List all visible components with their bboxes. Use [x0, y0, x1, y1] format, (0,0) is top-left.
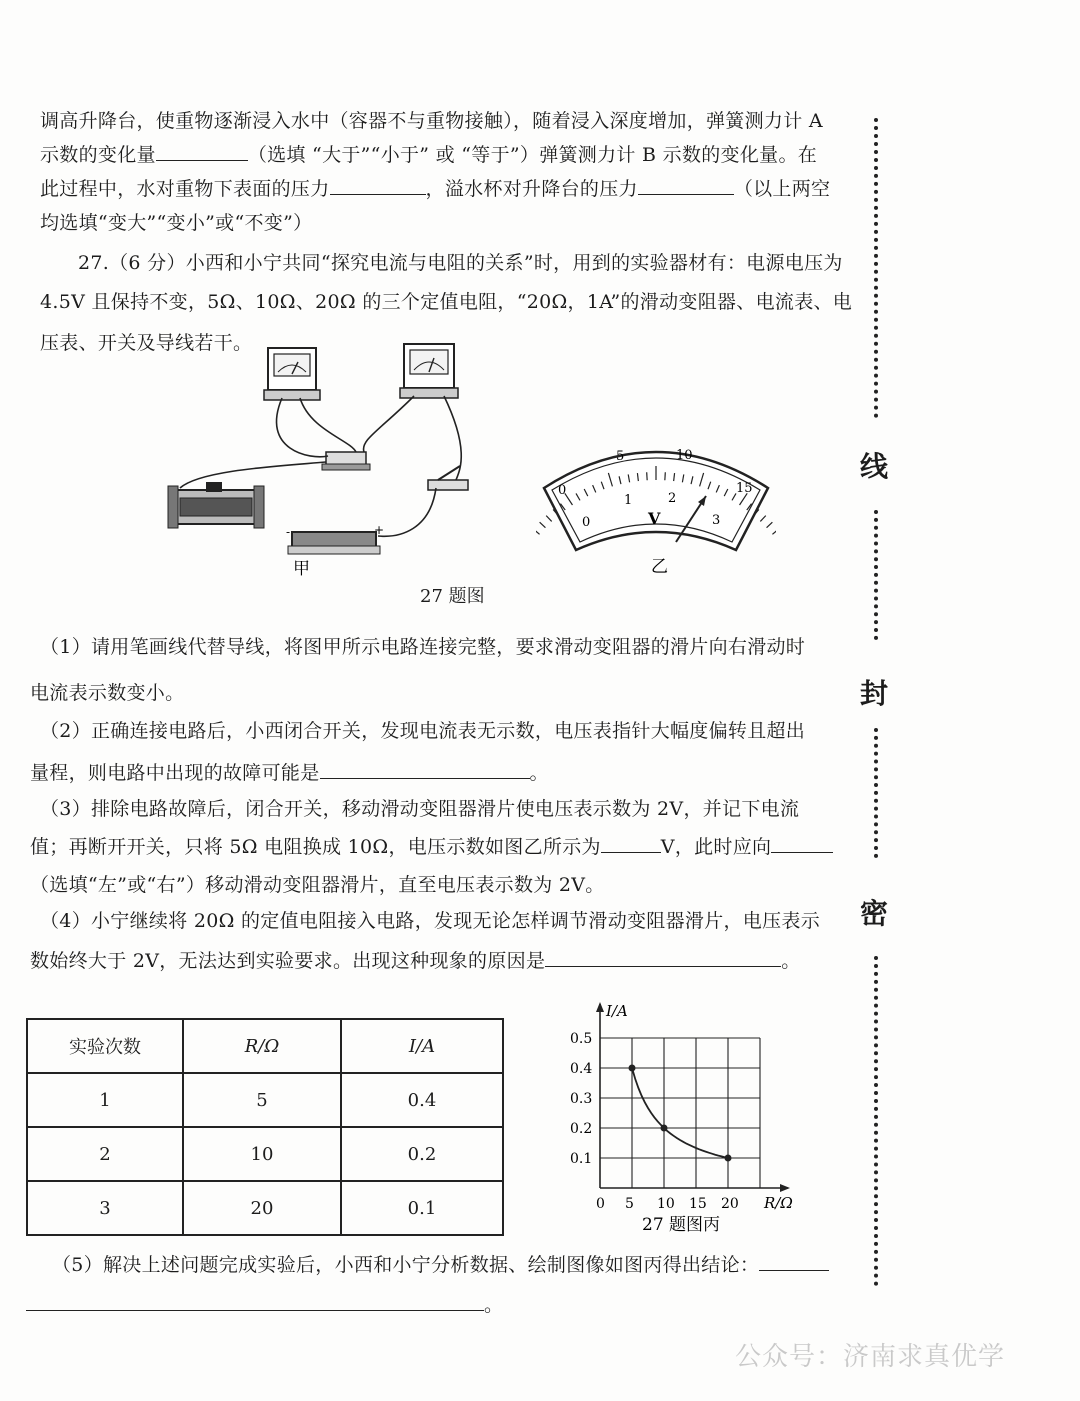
battery-icon	[288, 532, 380, 554]
table-cell: 0.1	[341, 1181, 503, 1235]
y-tick-label: 0.5	[570, 1031, 593, 1047]
answer-blank[interactable]	[601, 836, 661, 853]
part-1-line-2: 电流表示数变小。	[30, 682, 185, 704]
chart-ylabel: I/A	[606, 1002, 628, 1020]
dial-tick	[767, 522, 773, 527]
text-line-4: 均选填“变大”“变小”或“不变”）	[40, 212, 313, 234]
table-cell: 3	[27, 1181, 183, 1235]
part-5-line-1	[52, 1250, 829, 1277]
y-axis-arrow	[596, 1002, 604, 1012]
text-span: 量程，则电路中出现的故障可能是	[30, 762, 320, 784]
rheostat-icon	[168, 482, 264, 528]
ammeter-icon	[264, 348, 320, 400]
data-point	[629, 1065, 636, 1072]
part-3-line-3: （选填“左”或“右”）移动滑动变阻器滑片，直至电压表示数为 2V。	[30, 874, 605, 896]
table-row	[27, 1073, 503, 1127]
part-3-line-2	[30, 832, 833, 859]
outer-scale-10: 10	[676, 448, 693, 463]
y-tick-label: 0.2	[570, 1121, 593, 1137]
chart-axes	[596, 1002, 790, 1192]
inner-scale-0: 0	[582, 515, 591, 530]
table-cell: 0.2	[341, 1127, 503, 1181]
text-span: （以上两空	[733, 178, 831, 200]
answer-blank[interactable]	[759, 1254, 829, 1271]
text-span: 。	[781, 950, 801, 972]
outer-scale-0: 0	[558, 483, 567, 498]
text-span: （选填 “大于”“小于” 或 “等于”）弹簧测力计 B 示数的变化量。在	[247, 144, 818, 166]
y-tick-label: 0.3	[570, 1091, 593, 1107]
answer-blank[interactable]	[545, 950, 781, 967]
table-cell: 0.4	[341, 1073, 503, 1127]
table-header-row	[27, 1019, 503, 1073]
dial-tick	[540, 522, 546, 527]
part-2-line-2	[30, 758, 549, 785]
switch-icon	[428, 466, 468, 490]
chart-curve	[632, 1068, 728, 1158]
part-2-line-1: （2）正确连接电路后，小西闭合开关，发现电流表无示数，电压表指针大幅度偏转且超出	[40, 720, 806, 742]
text-span: V，此时应向	[660, 836, 772, 858]
question-27-line-2: 4.5V 且保持不变，5Ω、10Ω、20Ω 的三个定值电阻，“20Ω，1A”的滑动变阻器、电流表、电	[40, 291, 853, 313]
x-tick-label: 0	[596, 1196, 605, 1212]
voltmeter-icon	[400, 344, 458, 398]
binding-dots	[874, 956, 882, 1286]
answer-blank[interactable]	[638, 178, 734, 195]
text-span: 此过程中，水对重物下表面的压力	[40, 178, 330, 200]
x-axis-arrow	[780, 1184, 790, 1192]
table-cell: 20	[183, 1181, 341, 1235]
table-row	[27, 1127, 503, 1181]
dial-tick	[546, 516, 551, 522]
part-1-line-1: （1）请用笔画线代替导线，将图甲所示电路连接完整，要求滑动变阻器的滑片向右滑动时	[40, 636, 806, 658]
table-header-cell: I/A	[341, 1019, 503, 1073]
text-span: 数始终大于 2V，无法达到实验要求。出现这种现象的原因是	[30, 950, 546, 972]
table-cell: 5	[183, 1073, 341, 1127]
question-27-line-1: 27.（6 分）小西和小宁共同“探究电流与电阻的关系”时，用到的实验器材有：电源电压为	[78, 252, 843, 274]
binding-dots	[874, 728, 882, 858]
figure-yi-label: 乙	[651, 557, 668, 577]
table-cell: 1	[27, 1073, 183, 1127]
dial-tick	[760, 516, 765, 522]
table-cell: 2	[27, 1127, 183, 1181]
text-span: 示数的变化量	[40, 144, 156, 166]
chart-grid	[600, 1038, 760, 1188]
binding-dots	[874, 510, 882, 640]
inner-scale-2: 2	[668, 491, 677, 506]
dial-tick	[536, 525, 540, 534]
text-line-3	[40, 174, 830, 201]
x-tick-label: 15	[689, 1196, 707, 1212]
binding-mark-mi: 密	[860, 897, 889, 930]
table-header-cell: R/Ω	[183, 1019, 341, 1073]
binding-dots	[874, 118, 882, 418]
text-span: 。	[529, 762, 549, 784]
plus-label: +	[374, 523, 385, 537]
text-span: （5）解决上述问题完成实验后，小西和小宁分析数据、绘制图像如图丙得出结论：	[52, 1254, 760, 1276]
dial-tick	[772, 525, 776, 534]
resistor-icon	[322, 452, 370, 470]
outer-scale-15: 15	[736, 481, 753, 496]
meter-unit: V	[648, 509, 661, 528]
table-row	[27, 1181, 503, 1235]
x-tick-label: 20	[721, 1196, 739, 1212]
y-tick-label: 0.1	[570, 1151, 593, 1167]
data-point	[661, 1125, 668, 1132]
text-span: ，溢水杯对升降台的压力	[425, 178, 638, 200]
voltmeter-dial	[536, 432, 776, 582]
text-span: 。	[484, 1294, 504, 1316]
text-line-2	[40, 140, 817, 167]
part-5-line-2	[26, 1290, 503, 1317]
binding-mark-xian: 线	[860, 450, 889, 483]
answer-blank[interactable]	[320, 762, 530, 779]
chart-title: 27 题图丙	[642, 1215, 721, 1235]
outer-scale-5: 5	[616, 449, 625, 464]
text-line-1: 调高升降台，使重物逐渐浸入水中（容器不与重物接触），随着浸入深度增加，弹簧测力计 A	[40, 110, 823, 132]
watermark: 公众号：济南求真优学	[735, 1342, 1006, 1372]
chart-points	[629, 1065, 732, 1162]
y-tick-label: 0.4	[570, 1061, 593, 1077]
answer-blank[interactable]	[330, 178, 426, 195]
inner-scale-3: 3	[712, 513, 721, 528]
part-3-line-1: （3）排除电路故障后，闭合开关，移动滑动变阻器滑片使电压表示数为 2V，并记下电流	[40, 798, 800, 820]
inner-scale-1: 1	[624, 493, 633, 508]
figure-jia-label: 甲	[293, 559, 310, 579]
current-resistance-chart	[560, 998, 810, 1248]
chart-xlabel: R/Ω	[764, 1194, 793, 1212]
data-point	[725, 1155, 732, 1162]
part-4-line-1: （4）小宁继续将 20Ω 的定值电阻接入电路，发现无论怎样调节滑动变阻器滑片，电压表示	[40, 910, 820, 932]
answer-blank[interactable]	[156, 144, 248, 161]
part-4-line-2	[30, 946, 801, 973]
minus-label: -	[286, 525, 291, 539]
x-tick-label: 10	[657, 1196, 675, 1212]
text-span: 值；再断开开关，只将 5Ω 电阻换成 10Ω，电压示数如图乙所示为	[30, 836, 601, 858]
figure-caption: 27 题图	[420, 586, 485, 607]
data-table	[26, 1018, 504, 1236]
table-cell: 10	[183, 1127, 341, 1181]
question-27-line-3: 压表、开关及导线若干。	[40, 332, 253, 354]
chart-ticks	[570, 1031, 739, 1212]
circuit-diagram	[160, 340, 480, 580]
binding-mark-feng: 封	[860, 677, 889, 710]
table-header-cell: 实验次数	[27, 1019, 183, 1073]
x-tick-label: 5	[625, 1196, 634, 1212]
answer-blank[interactable]	[771, 836, 833, 853]
answer-blank[interactable]	[26, 1294, 484, 1311]
